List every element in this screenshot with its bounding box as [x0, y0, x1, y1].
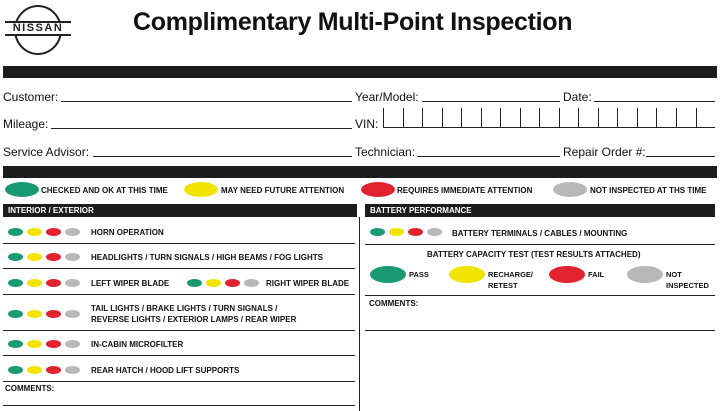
status-ok-dot[interactable] [187, 279, 202, 287]
mileage-field[interactable] [51, 128, 352, 129]
row-separator [3, 355, 355, 356]
nissan-logo [5, 3, 71, 57]
section-vertical-divider [359, 217, 360, 411]
left-wiper-label: LEFT WIPER BLADE [91, 279, 170, 288]
status-ok-dot[interactable] [8, 253, 23, 261]
microfilter-status-options[interactable] [8, 340, 80, 348]
battery-terminals-label: BATTERY TERMINALS / CABLES / MOUNTING [452, 229, 628, 238]
battery-performance-header: BATTERY PERFORMANCE [365, 204, 715, 217]
customer-label: Customer: [3, 90, 59, 104]
status-not-inspected-dot[interactable] [65, 228, 80, 236]
battery-comments-label: COMMENTS: [369, 299, 419, 308]
status-immediate-dot[interactable] [46, 228, 61, 236]
right-wiper-label: RIGHT WIPER BLADE [266, 279, 350, 288]
battery-recharge-label-line2: RETEST [488, 281, 518, 290]
battery-fail-swatch[interactable] [549, 266, 585, 283]
technician-field[interactable] [417, 156, 560, 157]
status-future-dot[interactable] [27, 310, 42, 318]
vin-field[interactable] [383, 108, 715, 128]
battery-capacity-title: BATTERY CAPACITY TEST (TEST RESULTS ATTACHED) [427, 250, 641, 259]
repair-order-label: Repair Order #: [563, 145, 646, 159]
headlights-label: HEADLIGHTS / TURN SIGNALS / HIGH BEAMS / FOG LIGHTS [91, 253, 324, 262]
mileage-label: Mileage: [3, 117, 49, 131]
rear-hatch-label: REAR HATCH / HOOD LIFT SUPPORTS [91, 366, 240, 375]
row-separator [3, 330, 355, 331]
status-ok-dot[interactable] [370, 228, 385, 236]
status-future-dot[interactable] [27, 340, 42, 348]
status-future-dot[interactable] [389, 228, 404, 236]
battery-not-inspected-swatch[interactable] [627, 266, 663, 283]
row-separator [365, 244, 715, 245]
legend-ok-text: CHECKED AND OK AT THIS TIME [41, 186, 168, 195]
legend-future-text: MAY NEED FUTURE ATTENTION [221, 186, 345, 195]
battery-not-inspected-label-line2: INSPECTED [666, 281, 709, 290]
service-advisor-field[interactable] [93, 156, 352, 157]
logo-text: NISSAN [12, 22, 64, 34]
status-ok-dot[interactable] [8, 310, 23, 318]
battery-not-inspected-label-line1: NOT [666, 270, 682, 279]
customer-field[interactable] [61, 101, 352, 102]
page-title: Complimentary Multi-Point Inspection [133, 8, 573, 36]
status-future-dot[interactable] [206, 279, 221, 287]
row-separator [3, 268, 355, 269]
battery-recharge-swatch[interactable] [449, 266, 485, 283]
status-immediate-dot[interactable] [408, 228, 423, 236]
battery-fail-label: FAIL [588, 270, 605, 279]
status-not-inspected-dot[interactable] [65, 340, 80, 348]
date-label: Date: [563, 90, 592, 104]
row-separator [3, 381, 355, 382]
right-wiper-status-options[interactable] [187, 279, 259, 287]
interior-comments-line[interactable] [3, 405, 355, 406]
status-ok-dot[interactable] [8, 279, 23, 287]
tail-lights-label-line1: TAIL LIGHTS / BRAKE LIGHTS / TURN SIGNALS / [91, 304, 278, 313]
status-immediate-dot[interactable] [46, 279, 61, 287]
status-not-inspected-dot[interactable] [65, 253, 80, 261]
legend-green-swatch [5, 182, 39, 197]
legend-not-inspected-text: NOT INSPECTED AT THS TIME [590, 186, 707, 195]
service-advisor-label: Service Advisor: [3, 145, 90, 159]
battery-terminals-status-options[interactable] [370, 228, 442, 236]
microfilter-label: IN-CABIN MICROFILTER [91, 340, 184, 349]
legend-red-swatch [361, 182, 395, 197]
status-ok-dot[interactable] [8, 340, 23, 348]
status-not-inspected-dot[interactable] [427, 228, 442, 236]
row-separator [365, 295, 715, 296]
legend-yellow-swatch [184, 182, 218, 197]
status-immediate-dot[interactable] [225, 279, 240, 287]
battery-pass-swatch[interactable] [370, 266, 406, 283]
date-field[interactable] [594, 101, 715, 102]
headlights-status-options[interactable] [8, 253, 80, 261]
status-immediate-dot[interactable] [46, 310, 61, 318]
rear-hatch-status-options[interactable] [8, 366, 80, 374]
status-future-dot[interactable] [27, 253, 42, 261]
year-model-label: Year/Model: [355, 90, 419, 104]
top-divider-bar [3, 66, 717, 78]
row-separator [3, 294, 355, 295]
status-immediate-dot[interactable] [46, 253, 61, 261]
interior-comments-label: COMMENTS: [5, 384, 55, 393]
status-immediate-dot[interactable] [46, 366, 61, 374]
status-not-inspected-dot[interactable] [65, 366, 80, 374]
status-not-inspected-dot[interactable] [244, 279, 259, 287]
horn-status-options[interactable] [8, 228, 80, 236]
status-immediate-dot[interactable] [46, 340, 61, 348]
status-ok-dot[interactable] [8, 366, 23, 374]
year-model-field[interactable] [422, 101, 560, 102]
repair-order-field[interactable] [646, 156, 715, 157]
legend-gray-swatch [553, 182, 587, 197]
vin-label: VIN: [355, 117, 379, 131]
interior-exterior-header: INTERIOR / EXTERIOR [3, 204, 357, 217]
status-not-inspected-dot[interactable] [65, 279, 80, 287]
battery-recharge-label-line1: RECHARGE/ [488, 270, 534, 279]
status-future-dot[interactable] [27, 279, 42, 287]
status-ok-dot[interactable] [8, 228, 23, 236]
horn-operation-label: HORN OPERATION [91, 228, 164, 237]
status-not-inspected-dot[interactable] [65, 310, 80, 318]
battery-pass-label: PASS [409, 270, 429, 279]
middle-divider-bar [3, 166, 717, 178]
status-future-dot[interactable] [27, 366, 42, 374]
tail-lights-label-line2: REVERSE LIGHTS / EXTERIOR LAMPS / REAR WIPER [91, 315, 297, 324]
row-separator [3, 243, 355, 244]
battery-comments-line[interactable] [365, 330, 715, 331]
technician-label: Technician: [355, 145, 416, 159]
left-wiper-status-options[interactable] [8, 279, 80, 287]
tail-lights-status-options[interactable] [8, 310, 80, 318]
status-future-dot[interactable] [27, 228, 42, 236]
legend-immediate-text: REQUIRES IMMEDIATE ATTENTION [397, 186, 533, 195]
